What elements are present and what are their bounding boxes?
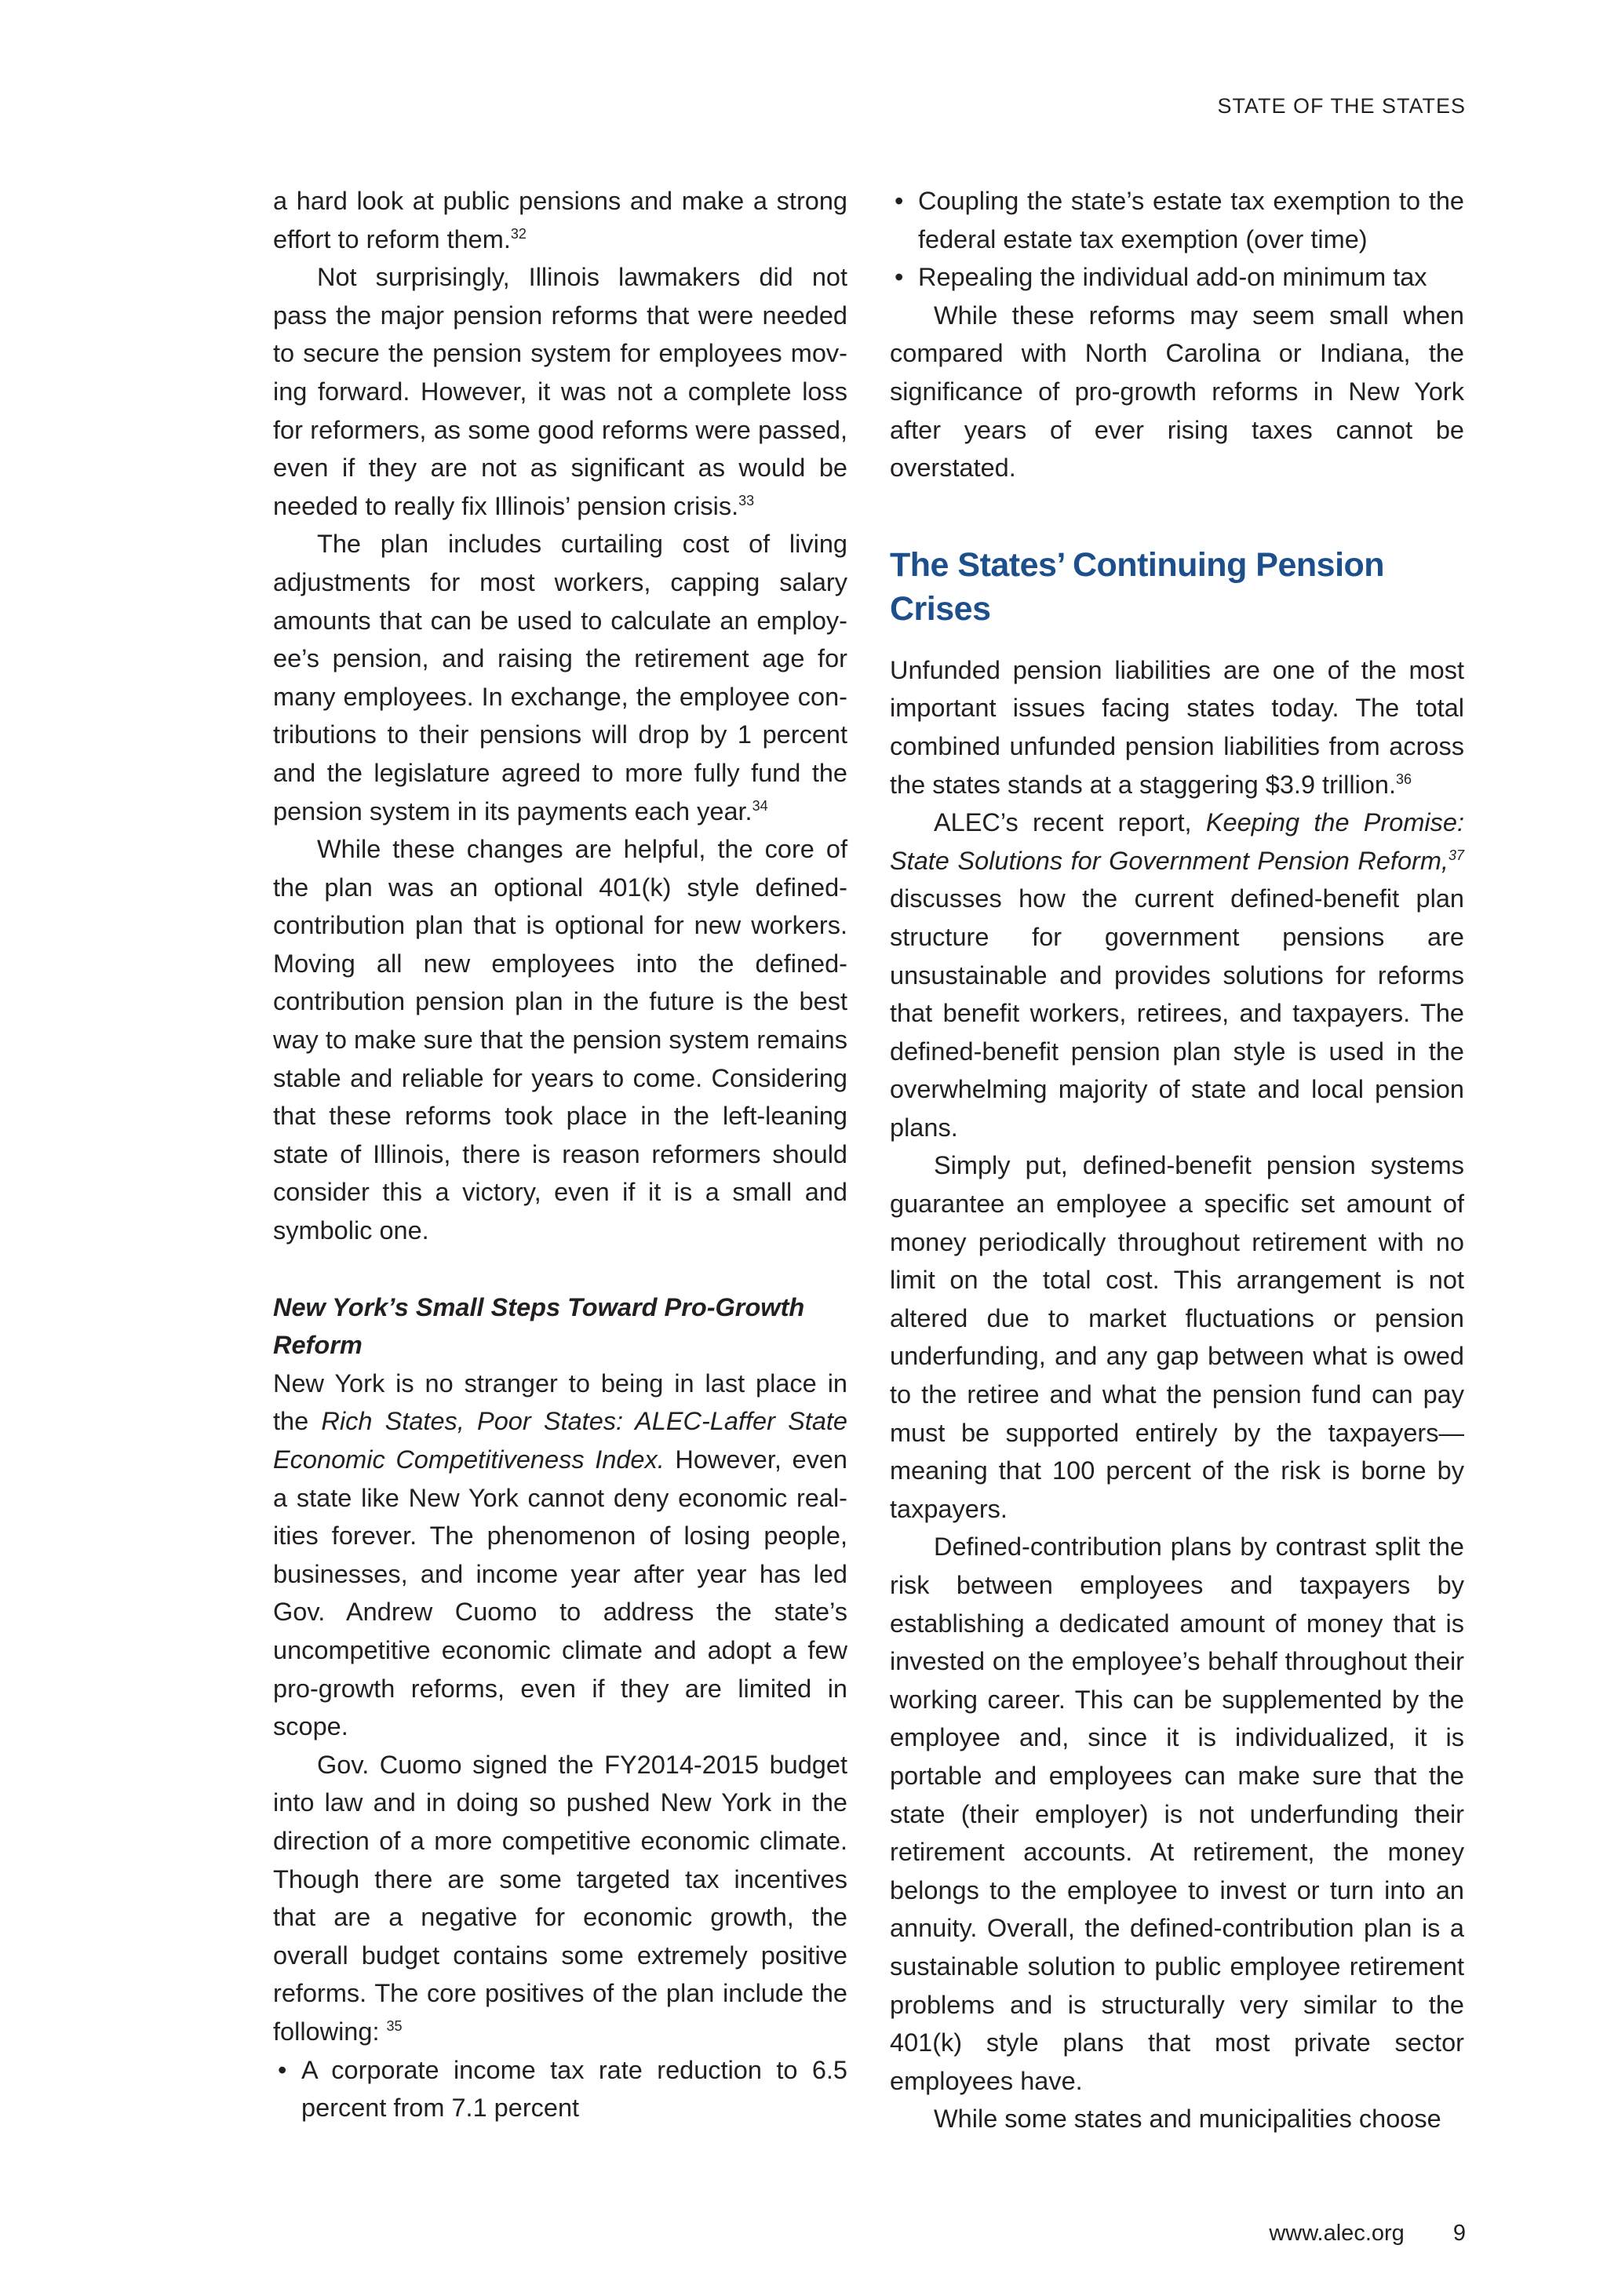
section-heading: The States’ Continuing Pension Crises (890, 545, 1385, 628)
footnote-ref[interactable]: 37 (1448, 847, 1464, 863)
left-column (273, 182, 847, 2127)
footnote-ref[interactable]: 33 (738, 492, 755, 508)
footnote-ref[interactable]: 36 (1395, 771, 1412, 787)
paragraph: New York is no stranger to being in last place in the Rich States, Poor States: ALEC-Laffer State Economic Competitiveness Index. However, even a state like New York cannot deny economic realities forever. The phenomenon of losing people, businesses, and income year after year has led Gov. Andrew Cuomo to address the state’s uncompetitive economic climate and adopt a few pro-growth reforms, even if they are limited in scope. (273, 1368, 848, 1741)
footnote-ref[interactable]: 35 (386, 2018, 403, 2035)
paragraph: Unfunded pension liabilities are one of the most important issues facing states today. The total combined unfunded pension liabilities from across the states stands at a staggering $3.9 trillion.$^{36}$ (890, 655, 1464, 799)
list-item: • Repealing the individual add-on minimum tax (890, 258, 1464, 297)
subsection-heading: New York’s Small Steps Toward Pro-Growth Reform (273, 1292, 805, 1360)
bullet-icon: • (895, 263, 904, 292)
right-column (890, 182, 1464, 2138)
reform-list-continued (890, 182, 1464, 297)
footer (1269, 2221, 1466, 2247)
paragraph: Defined-contribution plans by contrast split the risk between employees and taxpayers by establishing a dedicated amount of money that is invested on the employee’s behalf throughout their working career. This can be supplemented by the employee and, since it is individualized, it is portable and employees can make sure that the state (their employer) is not underfunding their retirement accounts. At retirement, the money belongs to the employee to invest or turn into an annuity. Overall, the defined-contribution plan is a sustainable solution to public employee retirement problems and is structurally very similar to the 401(k) style plans that most private sector employees have. (890, 1532, 1464, 2095)
paragraph: ALEC’s recent report, Keeping the Promise: State Solutions for Government Pension Reform,$^{37}$ discusses how the current defined-benefit plan structure for government pensions are unsustainable and provides solutions for reforms that benefit workers, retirees, and taxpayers. The defined-benefit pension plan style is used in the overwhelming majority of state and local pension plans. (890, 808, 1464, 1142)
paragraph: While some states and municipalities choose (934, 2105, 1441, 2134)
report-title: Keeping the Promise: State Solutions for Government Pension Reform,$^{37}$ (890, 808, 1464, 875)
paragraph: Simply put, defined-benefit pension systems guarantee an employee a specific set amount of money periodically throughout retirement with no limit on the total cost. This arrangement is not altered due to market fluctuations or pension underfunding, and any gap between what is owed to the retiree and what the pension fund can pay must be supported entirely by the taxpayers—meaning that 100 percent of the risk is borne by taxpayers. (890, 1151, 1464, 1523)
paragraph: Gov. Cuomo signed the FY2014-2015 budget into law and in doing so pushed New York in the direction of a more competitive economic climate. Though there are some targeted tax incentives that are a negative for economic growth, the overall budget contains some extremely positive reforms. The core positives of the plan include the following: $^{35}$ (273, 1750, 847, 2046)
page-number: 9 (1452, 2221, 1466, 2246)
reform-list (273, 2051, 847, 2127)
bullet-icon: • (895, 187, 904, 215)
index-title: Rich States, Poor States: ALEC-Laffer State Economic Competitiveness Index. (273, 1407, 847, 1474)
footnote-ref[interactable]: 32 (510, 225, 527, 242)
footnote-ref[interactable]: 34 (752, 797, 768, 814)
paragraph: a hard look at public pensions and make a strong effort to reform them.$^{32}$ (273, 187, 847, 253)
paragraph: While these changes are helpful, the core of the plan was an optional 401(k) style defined-contribution plan that is optional for new workers. Moving all new employees into the defined-contribution pension plan in the future is the best way to make sure that the pension system remains stable and reliable for years to come. Considering that these reforms took place in the left-leaning state of Illinois, there is reason reformers should consider this a victory, even if it is a small and symbolic one. (273, 835, 847, 1245)
list-item: • Coupling the state’s estate tax exemption to the federal estate tax exemption (over time) (890, 182, 1464, 258)
running-head: STATE OF THE STATES (1217, 94, 1466, 118)
website-link[interactable]: www.alec.org (1269, 2221, 1405, 2246)
paragraph: While these reforms may seem small when compared with North Carolina or Indiana, the significance of pro-growth reforms in New York after years of ever rising taxes cannot be overstated. (890, 301, 1464, 483)
paragraph: The plan includes curtailing cost of living adjustments for most workers, capping salary amounts that can be used to calculate an employee’s pension, and raising the retirement age for many employees. In exchange, the employee contributions to their pensions will drop by 1 percent and the legislature agreed to more fully fund the pension system in its payments each year.$^{34}$ (273, 530, 847, 825)
list-item: • A corporate income tax rate reduction to 6.5 percent from 7.1 percent (273, 2051, 847, 2127)
paragraph: Not surprisingly, Illinois lawmakers did not pass the major pension reforms that were needed to secure the pension system for employees moving forward. However, it was not a complete loss for reformers, as some good reforms were passed, even if they are not as significant as would be needed to really fix Illinois’ pension crisis.$^{33}$ (273, 263, 847, 520)
bullet-icon: • (278, 2055, 287, 2084)
